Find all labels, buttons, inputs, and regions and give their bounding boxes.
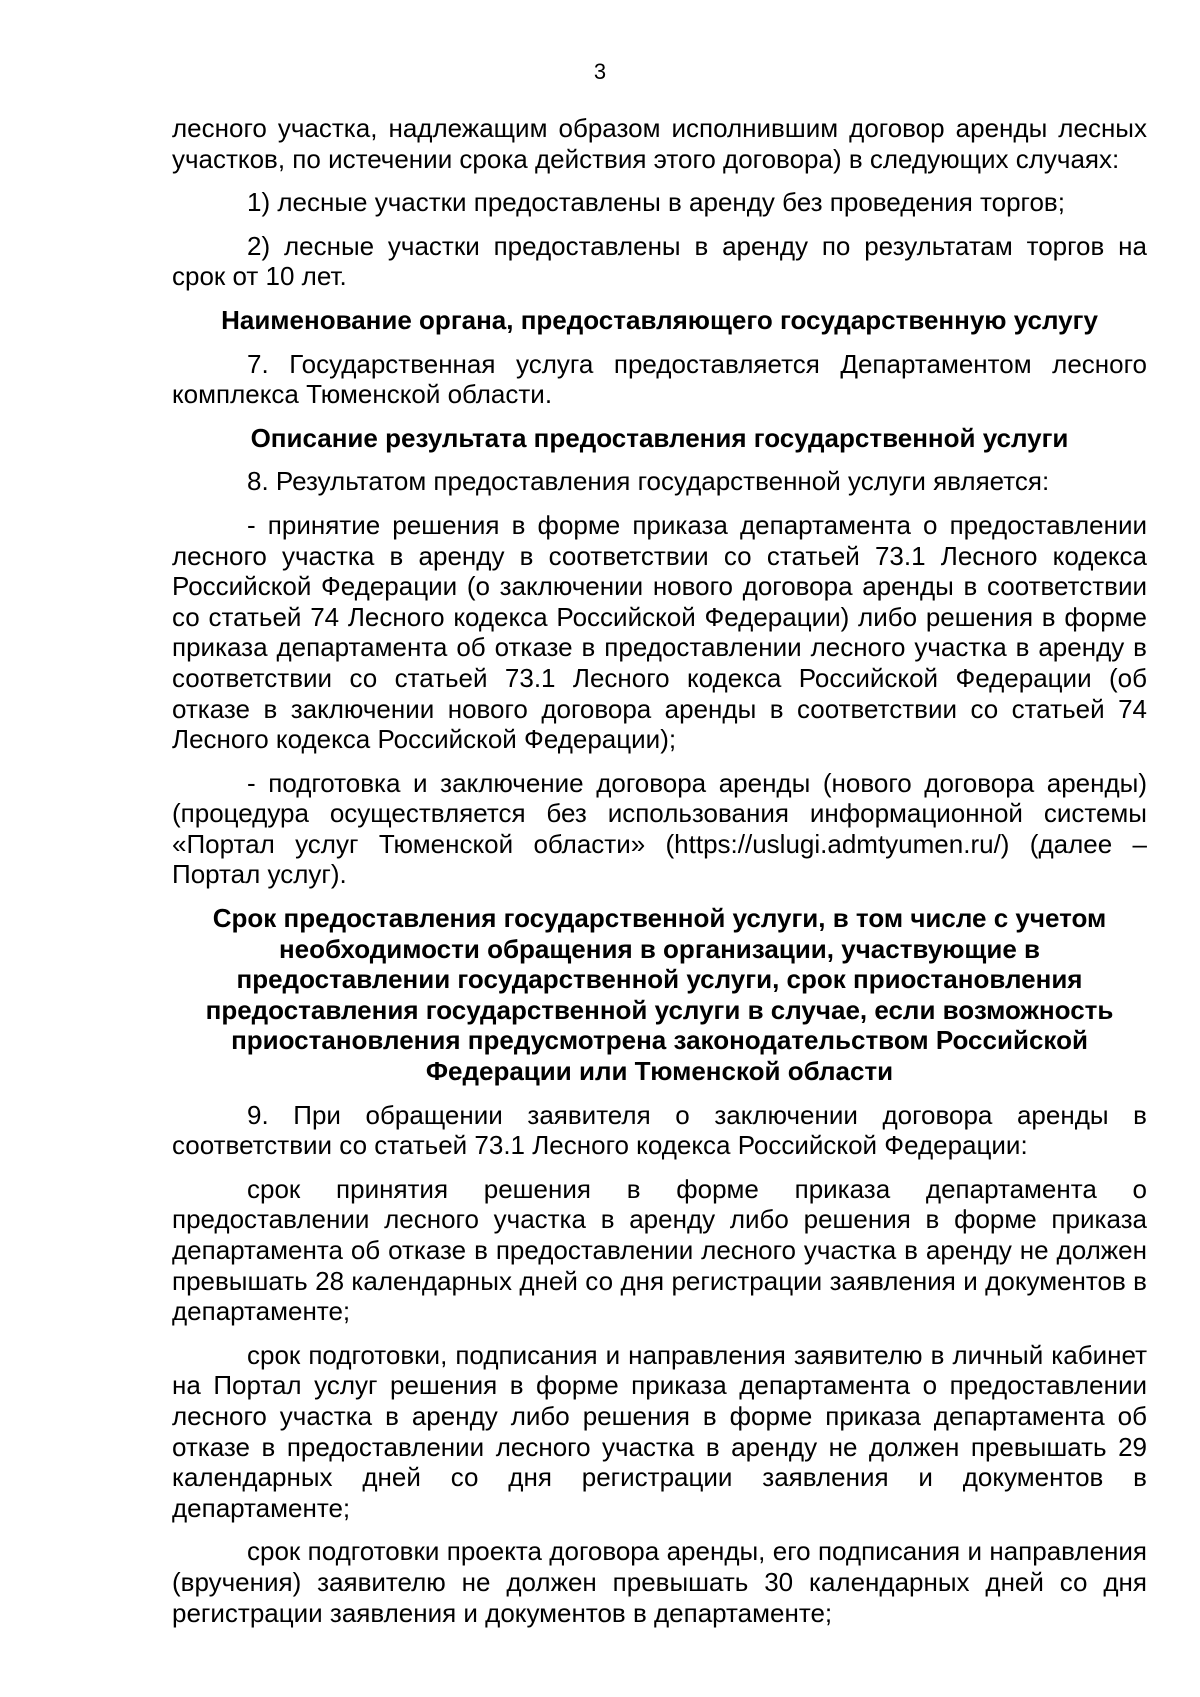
section-heading: Наименование органа, предоставляющего государственную услугу [221, 304, 1098, 335]
section-heading: Описание результата предоставления государственной услуги [250, 422, 1069, 453]
paragraph: 9. При обращении заявителя о заключении договора аренды в соответствии со статьей 73.1 Лесного кодекса Российской Федерации: [172, 1099, 1147, 1161]
paragraph: лесного участка, надлежащим образом исполнившим договор аренды лесных участков, по истечении срока действия этого договора) в следующих случаях: [172, 113, 1147, 174]
paragraph: 7. Государственная услуга предоставляется Департаментом лесного комплекса Тюменской области. [172, 348, 1147, 410]
paragraph: срок подготовки проекта договора аренды, его подписания и направления (вручения) заявителю не должен превышать 30 календарных дней со дня регистрации заявления и документов в департаменте; [172, 1536, 1147, 1628]
page-number: 3 [593, 59, 607, 84]
paragraph: срок принятия решения в форме приказа департамента о предоставлении лесного участка в аренду либо решения в форме приказа департамента об отказе в предоставлении лесного участка в аренду не должен превышать 28 календарных дней со дня регистрации заявления и документов в департаменте; [172, 1173, 1147, 1327]
paragraph: - принятие решения в форме приказа департамента о предоставлении лесного участка в аренду в соответствии со статьей 73.1 Лесного кодекса Российской Федерации (о заключении нового договора аренды в соответствии со статьей 74 Лесного кодекса Российской Федерации) либо решения в форме приказа департамента об отказе в предоставлении лесного участка в аренду в соответствии со статьей 73.1 Лесного кодекса Российской Федерации (об отказе в заключении нового договора аренды в соответствии со статьей 74 Лесного кодекса Российской Федерации); [172, 509, 1147, 755]
document-body [172, 113, 1147, 1641]
paragraph: 1) лесные участки предоставлены в аренду без проведения торгов; [247, 187, 1065, 218]
paragraph: 2) лесные участки предоставлены в аренду по результатам торгов на срок от 10 лет. [172, 230, 1147, 292]
section-heading: Срок предоставления государственной услуги, в том числе с учетом необходимости обращения в организации, участвующие в предоставлении государственной услуги, срок приостановления предоставления государственной услуги в случае, если возможность приостановления предусмотрена законодательством Российской Федерации или Тюменской области [205, 903, 1114, 1087]
paragraph: 8. Результатом предоставления государственной услуги является: [247, 466, 1050, 497]
paragraph: срок подготовки, подписания и направления заявителю в личный кабинет на Портал услуг решения в форме приказа департамента о предоставлении лесного участка в аренду либо решения в форме приказа департамента об отказе в предоставлении лесного участка в аренду не должен превышать 29 календарных дней со дня регистрации заявления и документов в департаменте; [172, 1339, 1147, 1523]
paragraph: - подготовка и заключение договора аренды (нового договора аренды) (процедура осуществляется без использования информационной системы «Портал услуг Тюменской области» (https://uslugi.admtyumen.ru/) (далее – Портал услуг). [172, 767, 1147, 890]
